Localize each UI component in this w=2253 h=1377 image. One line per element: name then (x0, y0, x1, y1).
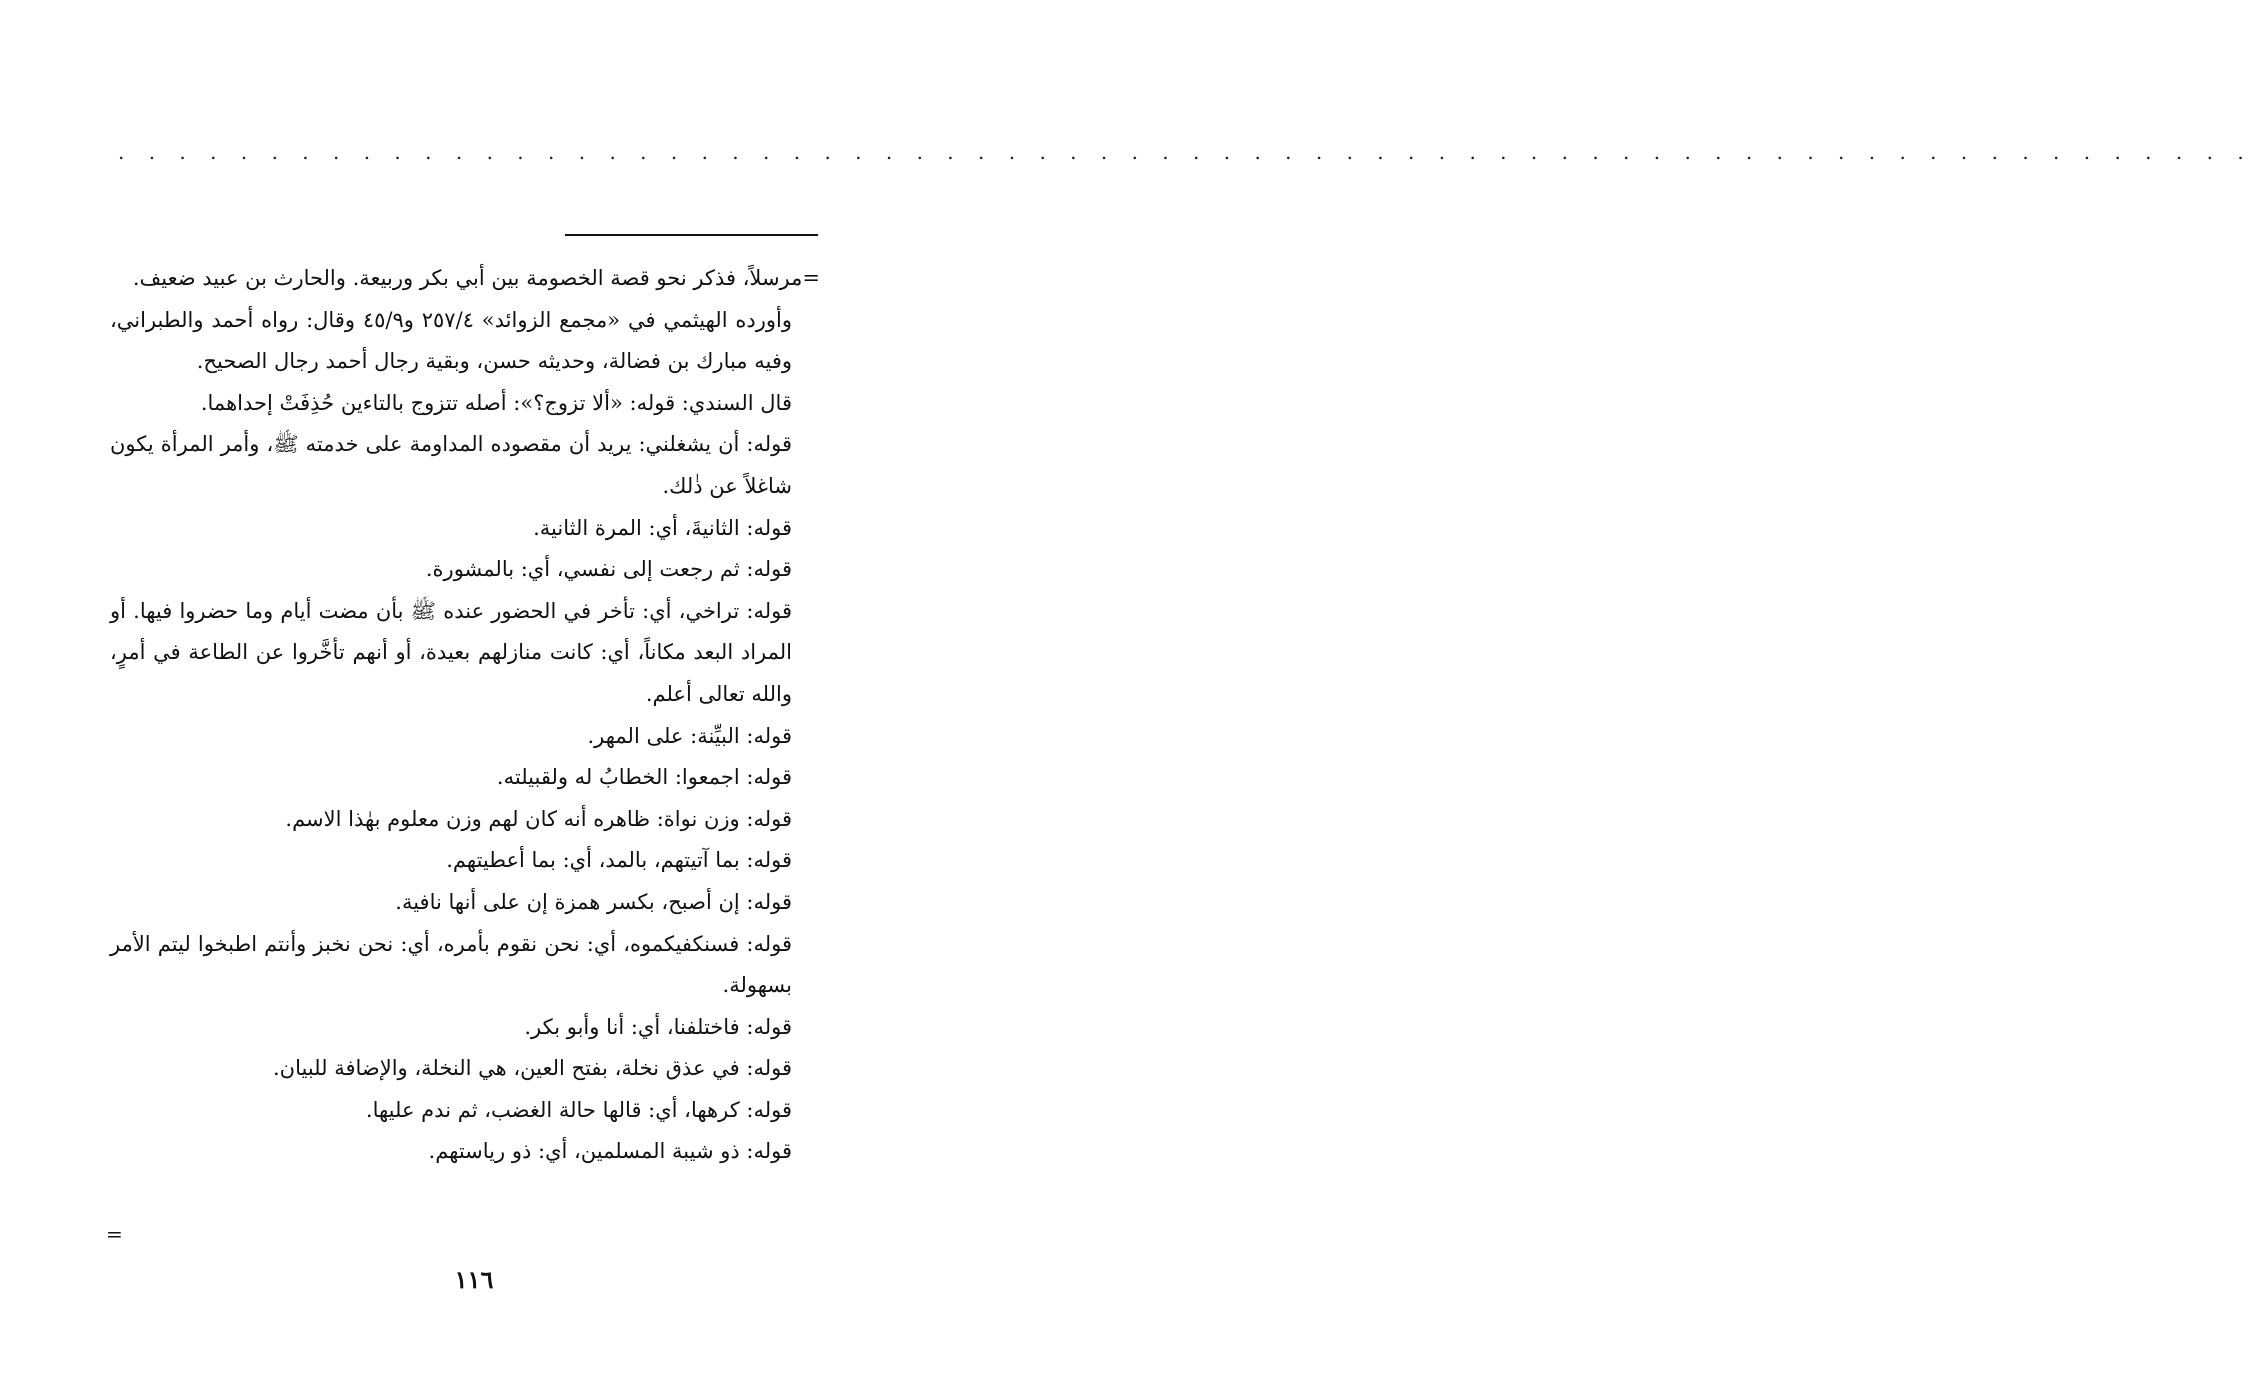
footnote-paragraph: قوله: فاختلفنا، أي: أنا وأبو بكر. (524, 1014, 792, 1039)
footnote-paragraph: قوله: إن أصبح، بكسر همزة إن على أنها نافية. (395, 889, 792, 914)
footnote-rule (565, 234, 818, 236)
footnote-paragraph: قوله: ذو شيبة المسلمين، أي: ذو رياستهم. (428, 1139, 792, 1164)
footnote-paragraph: قوله: الثانيةَ، أي: المرة الثانية. (533, 515, 792, 540)
separator-dots: . . . . . . . . . . . . . . . . . . . . . . . . . . . . . . . . . . . . . . . . . . . . . . . . . . . . . . . . . . . . . . . . . . . . . . (118, 140, 2253, 164)
footnote-paragraph: =مرسلاً، فذكر نحو قصة الخصومة بين أبي بكر وربيعة. والحارث بن عبيد ضعيف. (132, 266, 820, 290)
footnote-paragraph: قوله: ثم رجعت إلى نفسي، أي: بالمشورة. (425, 557, 792, 582)
footnote-paragraph: قوله: وزن نواة: ظاهره أنه كان لهم وزن معلوم بهٰذا الاسم. (285, 806, 792, 831)
footnote-paragraph: قوله: البيِّنة: على المهر. (587, 723, 792, 748)
footnote-paragraph: وأورده الهيثمي في «مجمع الزوائد» ٢٥٧/٤ و٤٥/٩ وقال: رواه أحمد والطبراني، وفيه مبارك بن فضالة، وحديثه حسن، وبقية رجال أحمد رجال الصحيح. (110, 307, 792, 374)
footnote-paragraph: قوله: تراخي، أي: تأخر في الحضور عنده ﷺ بأن مضت أيام وما حضروا فيها. أو المراد البعد مكاناً، أي: كانت منازلهم بعيدة، أو أنهم تأخَّروا عن الطاعة في أمرٍ، والله تعالى أعلم. (110, 598, 792, 706)
continuation-mark: = (106, 1222, 123, 1246)
footnote-paragraph: قوله: فسنكفيكموه، أي: نحن نقوم بأمره، أي: نحن نخبز وأنتم اطبخوا ليتم الأمر بسهولة. (110, 931, 792, 998)
footnote-paragraph: قوله: بما آتيتهم، بالمد، أي: بما أعطيتهم. (446, 848, 792, 873)
footnote-paragraph: قال السندي: قوله: «ألا تزوج؟»: أصله تتزوج بالتاءين حُذِفَتْ إحداهما. (200, 390, 792, 415)
footnote-paragraph: قوله: أن يشغلني: يريد أن مقصوده المداومة على خدمته ﷺ، وأمر المرأة يكون شاغلاً عن ذٰلك. (110, 432, 792, 498)
page-number: ١١٦ (454, 1265, 494, 1294)
footnote-paragraph: قوله: في عذق نخلة، بفتح العين، هي النخلة، والإضافة للبيان. (273, 1056, 792, 1081)
footnote-paragraph: قوله: كرهها، أي: قالها حالة الغضب، ثم ندم عليها. (365, 1097, 792, 1122)
footnote-text (110, 258, 820, 1173)
footnote-paragraph: قوله: اجمعوا: الخطابُ له ولقبيلته. (496, 765, 792, 790)
